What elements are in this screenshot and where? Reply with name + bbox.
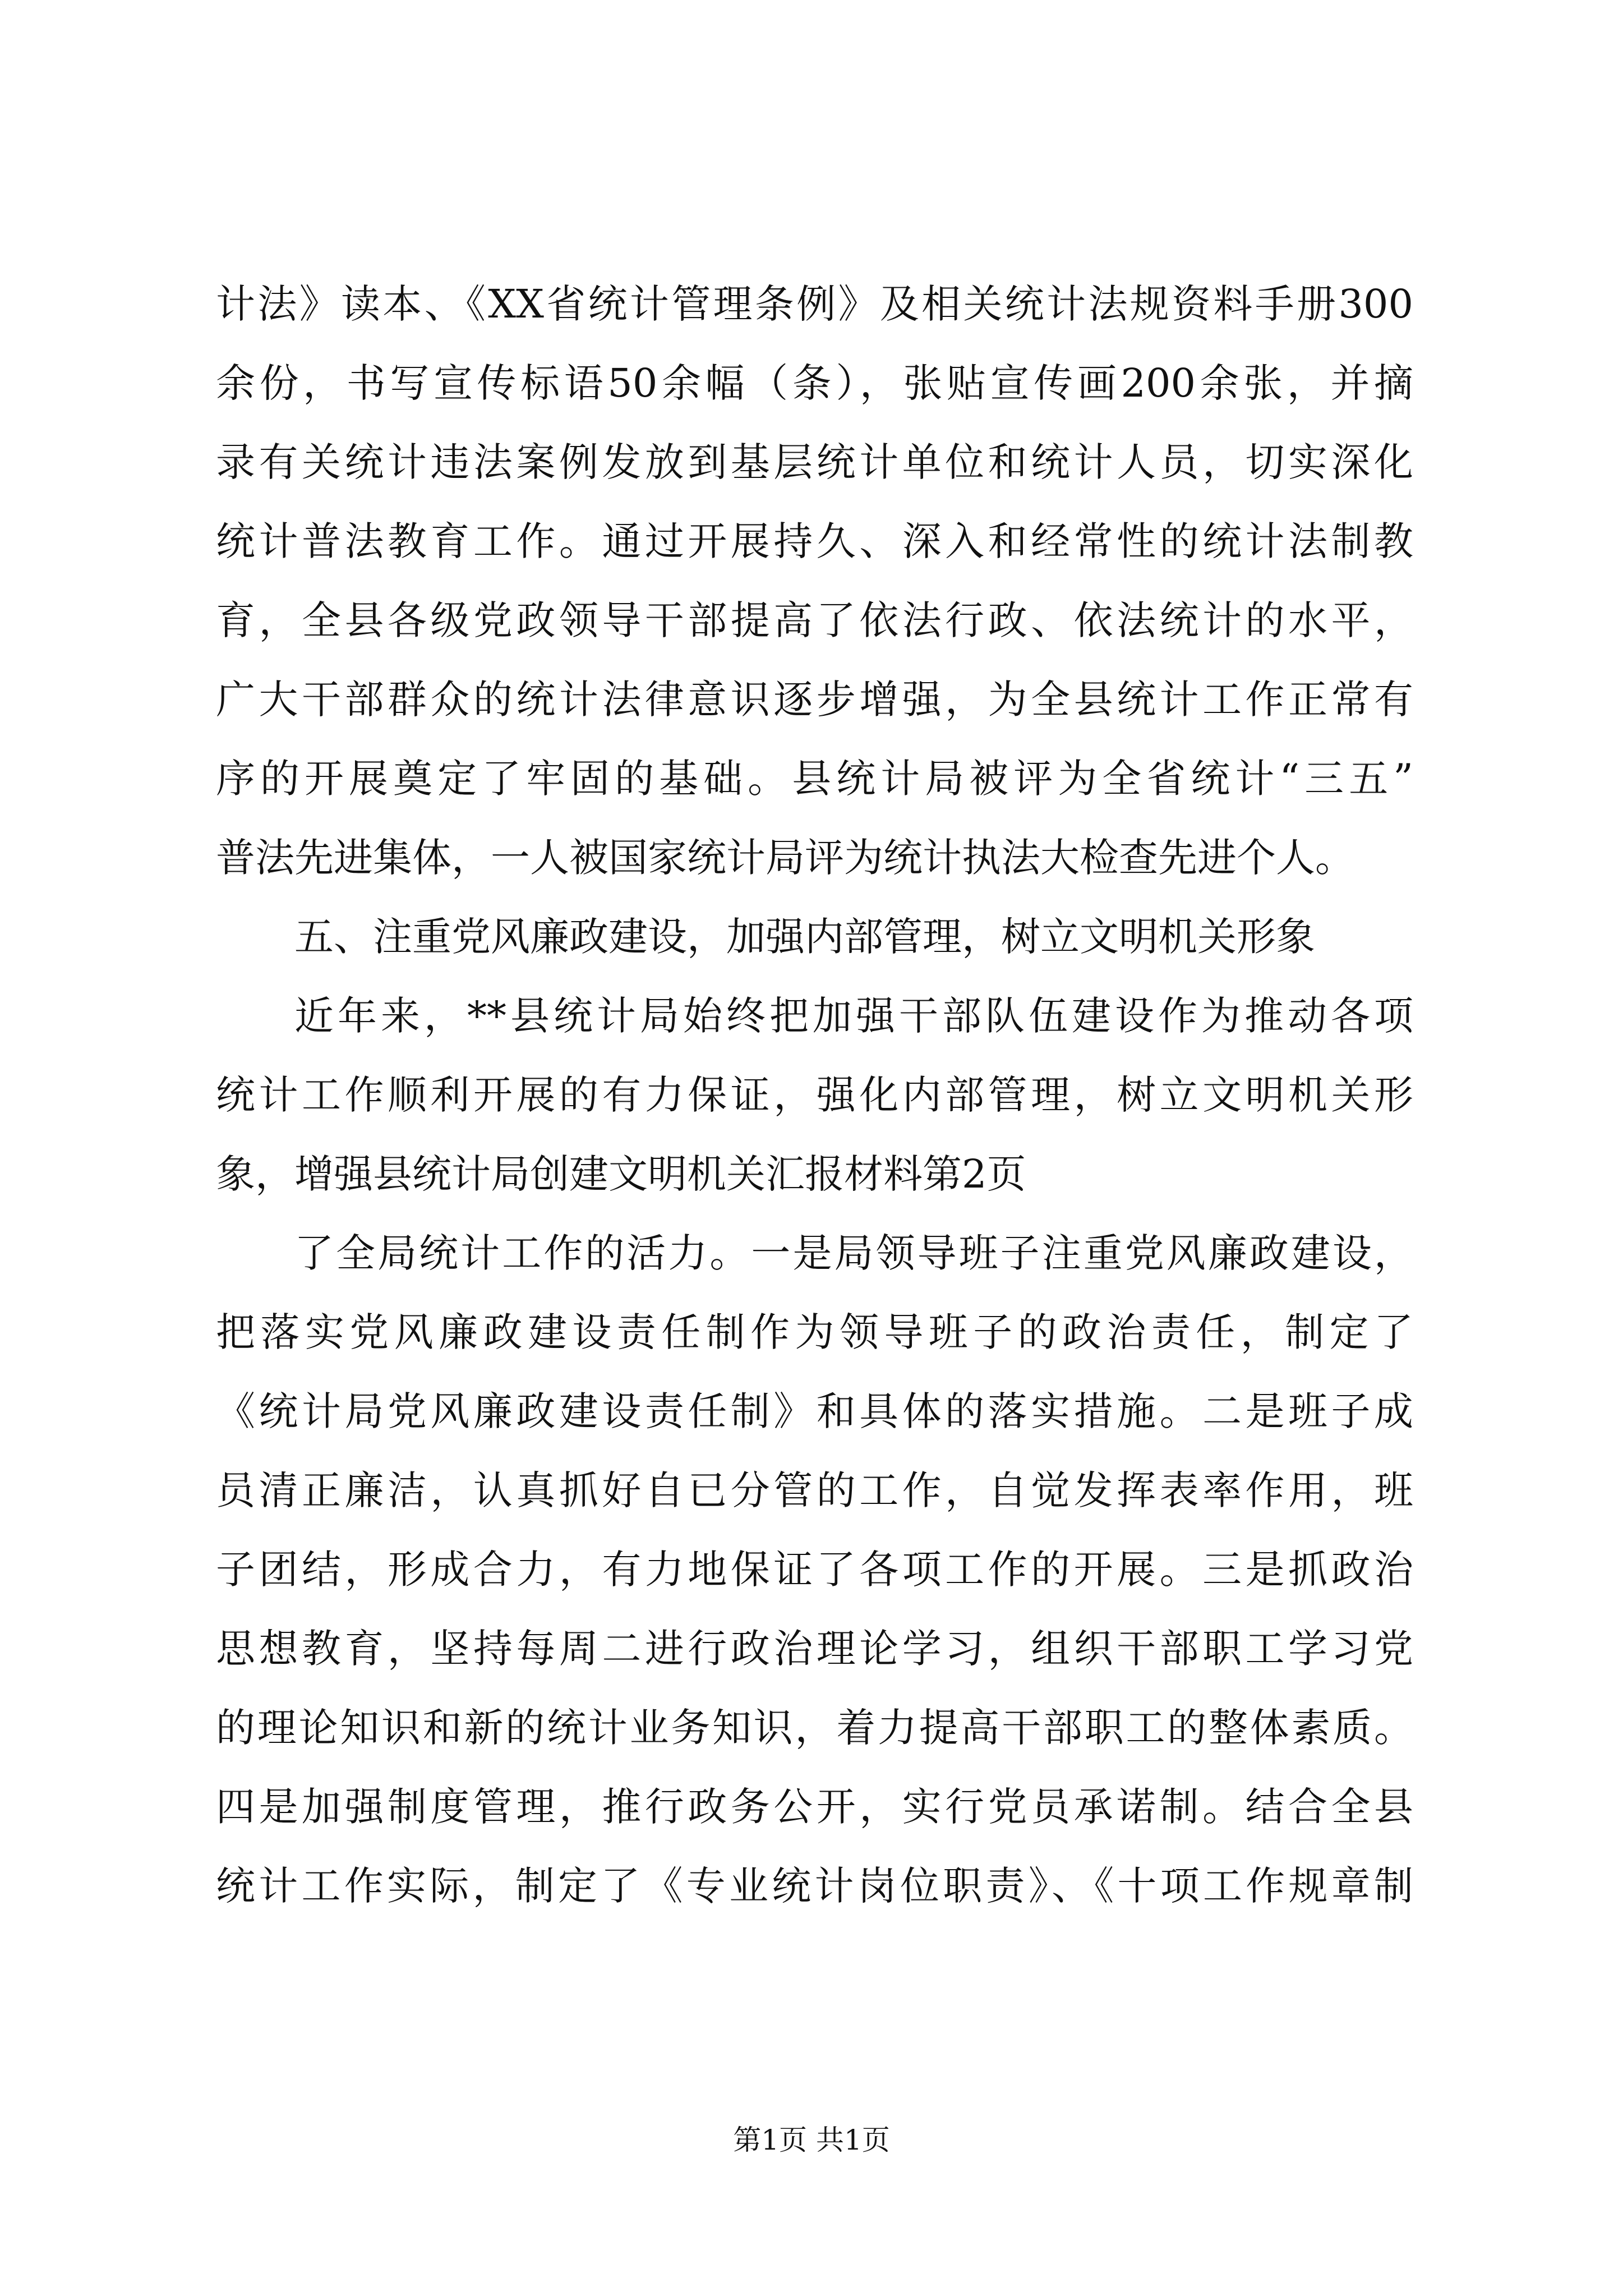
text-line: 的理论知识和新的统计业务知识，着力提高干部职工的整体素质。 — [216, 1705, 1413, 1751]
text-line: 余份，书写宣传标语50余幅（条），张贴宣传画200余张，并摘 — [216, 360, 1413, 406]
text-line: 统计工作顺利开展的有力保证，强化内部管理，树立文明机关形 — [216, 1072, 1413, 1118]
text-line: 《统计局党风廉政建设责任制》和具体的落实措施。二是班子成 — [216, 1388, 1413, 1434]
page-number-footer: 第1页 共1页 — [733, 2124, 890, 2156]
text-line: 把落实党风廉政建设责任制作为领导班子的政治责任，制定了 — [216, 1309, 1413, 1355]
text-line: 录有关统计违法案例发放到基层统计单位和统计人员，切实深化 — [216, 439, 1413, 485]
text-line: 育，全县各级党政领导干部提高了依法行政、依法统计的水平， — [216, 597, 1413, 643]
text-line: 广大干部群众的统计法律意识逐步增强，为全县统计工作正常有 — [216, 677, 1413, 723]
text-line: 普法先进集体，一人被国家统计局评为统计执法大检查先进个人。 — [216, 835, 1354, 881]
text-line: 近年来，**县统计局始终把加强干部队伍建设作为推动各项 — [294, 993, 1413, 1039]
text-line: 了全局统计工作的活力。一是局领导班子注重党风廉政建设， — [294, 1230, 1413, 1276]
text-line: 计法》读本、《XX省统计管理条例》及相关统计法规资料手册300 — [216, 281, 1413, 327]
text-line: 子团结，形成合力，有力地保证了各项工作的开展。三是抓政治 — [216, 1547, 1413, 1593]
text-line: 思想教育，坚持每周二进行政治理论学习，组织干部职工学习党 — [216, 1626, 1413, 1672]
text-line: 序的开展奠定了牢固的基础。县统计局被评为全省统计“三五” — [216, 756, 1413, 802]
text-line: 统计工作实际，制定了《专业统计岗位职责》、《十项工作规章制 — [216, 1863, 1413, 1909]
text-line: 统计普法教育工作。通过开展持久、深入和经常性的统计法制教 — [216, 518, 1413, 564]
text-line: 象，增强县统计局创建文明机关汇报材料第2页 — [216, 1151, 1026, 1197]
text-line: 四是加强制度管理，推行政务公开，实行党员承诺制。结合全县 — [216, 1784, 1413, 1830]
document-body — [216, 265, 1413, 1926]
section-heading: 五、注重党风廉政建设，加强内部管理，树立文明机关形象 — [294, 914, 1315, 960]
text-line: 员清正廉洁，认真抓好自已分管的工作，自觉发挥表率作用，班 — [216, 1467, 1413, 1513]
